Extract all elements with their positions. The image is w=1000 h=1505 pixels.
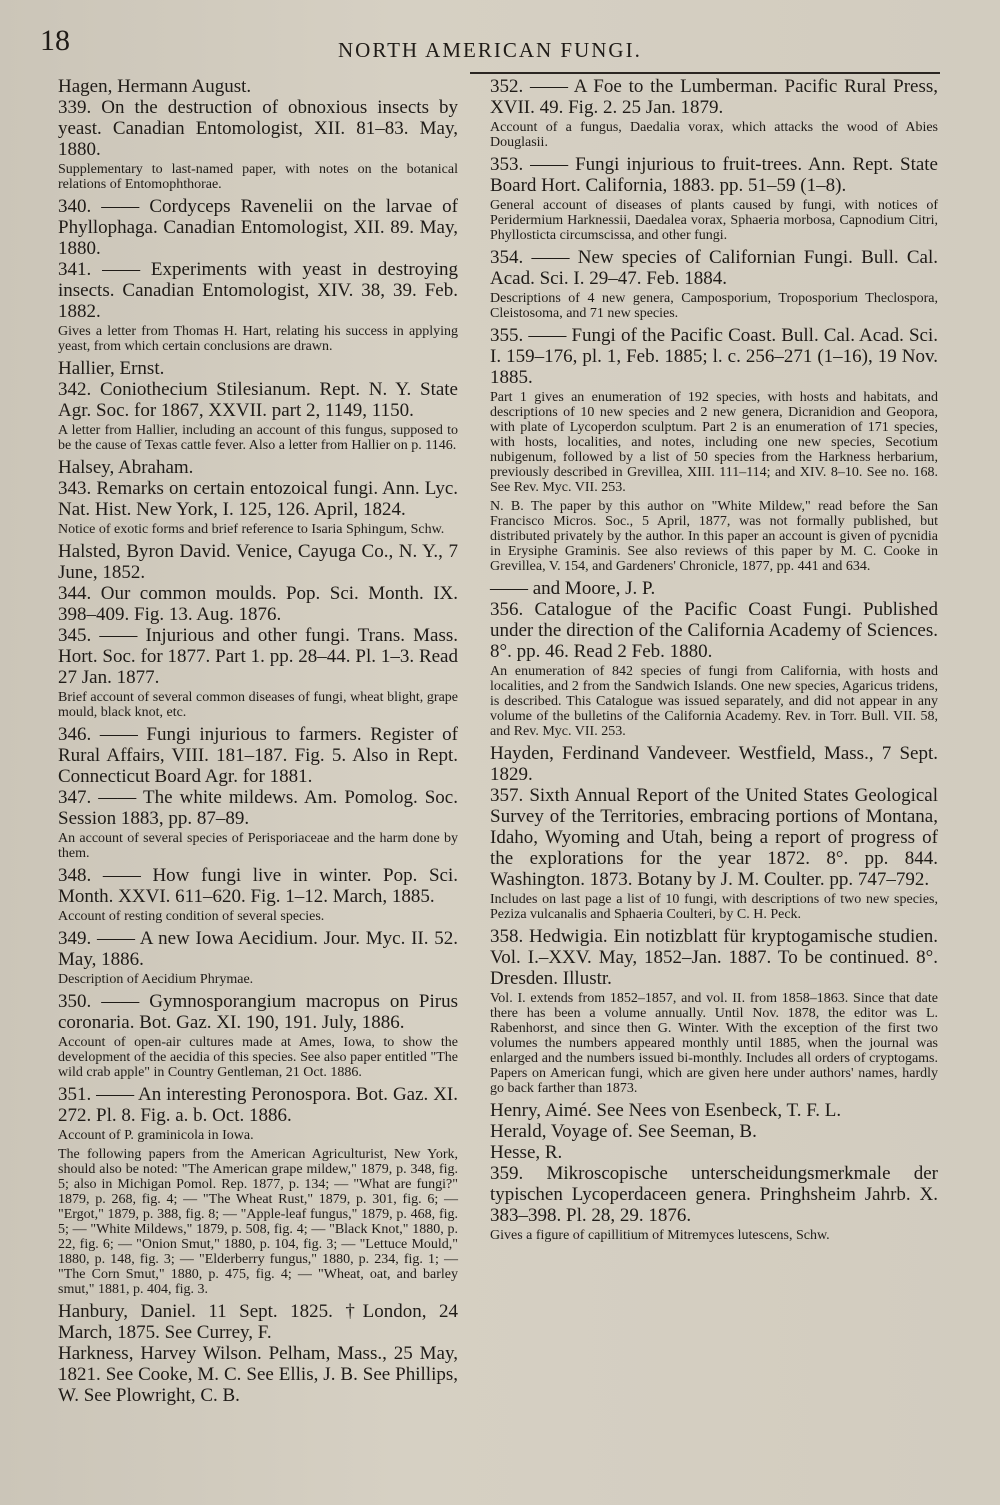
bibliography-entry: 359. Mikroscopische unterscheidungsmerkmale der typischen Lycoperdaceen genera. Pringhsheim Jahrb. X. 383–398. Pl. 28, 29. 1876.	[490, 1163, 938, 1226]
bibliography-entry: 349. —— A new Iowa Aecidium. Jour. Myc. II. 52. May, 1886.	[58, 928, 458, 970]
entry-annotation: Part 1 gives an enumeration of 192 species, with hosts and habitats, and descriptions of 10 new species and 2 new genera, Dicranidion and Geopora, with plate of Lycoperdon sculptum. Part 2 is an enumeration of 171 species, with hosts, localities, and notes, including one new species, Secotium nubigenum, followed by a list of 50 species from the Harkness herbarium, previously described in Grevillea, XIII. 111–114; and XIV. 8–10. See no. 168. See Rev. Myc. VII. 253.	[490, 390, 938, 495]
bibliography-entry: Halsted, Byron David. Venice, Cayuga Co., N. Y., 7 June, 1852.	[58, 541, 458, 583]
bibliography-entry: Henry, Aimé. See Nees von Esenbeck, T. F. L.	[490, 1100, 842, 1121]
entry-annotation: Account of open-air cultures made at Ames, Iowa, to show the development of the aecidia of this species. See also paper entitled "The wild crab apple" in Country Gentleman, 21 Oct. 1886.	[58, 1035, 458, 1080]
bibliography-entry: 347. —— The white mildews. Am. Pomolog. Soc. Session 1883, pp. 87–89.	[58, 787, 458, 829]
bibliography-entry: Hallier, Ernst.	[58, 358, 165, 379]
bibliography-entry: 342. Coniothecium Stilesianum. Rept. N. Y. State Agr. Soc. for 1867, XXVII. part 2, 1149, 1150.	[58, 379, 458, 421]
entry-annotation: General account of diseases of plants caused by fungi, with notices of Peridermium Harknessii, Daedalea vorax, Sphaeria morbosa, Capnodium Citri, Phyllosticta circumscissa, and other fungi.	[490, 198, 938, 243]
entry-annotation: Vol. I. extends from 1852–1857, and vol. II. from 1858–1863. Since that date there has been a volume annually. Until Nov. 1878, the editor was L. Rabenhorst, and since then G. Winter. With the exception of the first two volumes the numbers appeared monthly until 1885, when the journal was enlarged and the numbers issued bi-monthly. Includes all orders of cryptogams. Papers on American fungi, which are given here under authors' names, hardly go back farther than 1873.	[490, 991, 938, 1096]
bibliography-entry: Hesse, R.	[490, 1142, 563, 1163]
entry-annotation: Supplementary to last-named paper, with notes on the botanical relations of Entomophthorae.	[58, 162, 458, 192]
bibliography-entry: 350. —— Gymnosporangium macropus on Pirus coronaria. Bot. Gaz. XI. 190, 191. July, 1886.	[58, 991, 458, 1033]
bibliography-entry: 346. —— Fungi injurious to farmers. Register of Rural Affairs, VIII. 181–187. Fig. 5. Also in Rept. Connecticut Board Agr. for 1881.	[58, 724, 458, 787]
bibliography-entry: —— and Moore, J. P.	[490, 578, 656, 599]
bibliography-entry: Hagen, Hermann August.	[58, 76, 252, 97]
left-column	[58, 76, 458, 1406]
bibliography-entry: 355. —— Fungi of the Pacific Coast. Bull. Cal. Acad. Sci. I. 159–176, pl. 1, Feb. 1885; l. c. 256–271 (1–16), 19 Nov. 1885.	[490, 325, 938, 388]
running-title: NORTH AMERICAN FUNGI.	[338, 38, 642, 62]
entry-annotation: Description of Aecidium Phrymae.	[58, 972, 254, 987]
bibliography-entry: 357. Sixth Annual Report of the United States Geological Survey of the Territories, embracing portions of Montana, Idaho, Wyoming and Utah, being a report of progress of the explorations for the year 1872. 8°. pp. 844. Washington. 1873. Botany by J. M. Coulter. pp. 747–792.	[490, 785, 938, 890]
bibliography-entry: Hayden, Ferdinand Vandeveer. Westfield, Mass., 7 Sept. 1829.	[490, 743, 938, 785]
entry-annotation: A letter from Hallier, including an account of this fungus, supposed to be the cause of Texas cattle fever. Also a letter from Hallier on p. 1146.	[58, 423, 458, 453]
bibliography-entry: Harkness, Harvey Wilson. Pelham, Mass., 25 May, 1821. See Cooke, M. C. See Ellis, J. B. See Phillips, W. See Plowright, C. B.	[58, 1343, 458, 1406]
entry-annotation: An account of several species of Perisporiaceae and the harm done by them.	[58, 831, 458, 861]
bibliography-entry: Halsey, Abraham.	[58, 457, 194, 478]
entry-annotation: Notice of exotic forms and brief reference to Isaria Sphingum, Schw.	[58, 522, 445, 537]
bibliography-entry: 339. On the destruction of obnoxious insects by yeast. Canadian Entomologist, XII. 81–83. May, 1880.	[58, 97, 458, 160]
entry-annotation: N. B. The paper by this author on "White Mildew," read before the San Francisco Micros. Soc., 5 April, 1877, was not formally published, but distributed privately by the author. In this paper an account is given of pycnidia in Erysiphe Graminis. See also reviews of this paper by M. C. Cooke in Grevillea, V. 154, and Gardeners' Chronicle, 1877, pp. 441 and 634.	[490, 499, 938, 574]
bibliography-entry: 356. Catalogue of the Pacific Coast Fungi. Published under the direction of the California Academy of Sciences. 8°. pp. 46. Read 2 Feb. 1880.	[490, 599, 938, 662]
bibliography-entry: 343. Remarks on certain entozoical fungi. Ann. Lyc. Nat. Hist. New York, I. 125, 126. April, 1824.	[58, 478, 458, 520]
page-number: 18	[40, 24, 70, 57]
bibliography-entry: 353. —— Fungi injurious to fruit-trees. Ann. Rept. State Board Hort. California, 1883. pp. 51–59 (1–8).	[490, 154, 938, 196]
bibliography-entry: 354. —— New species of Californian Fungi. Bull. Cal. Acad. Sci. I. 29–47. Feb. 1884.	[490, 247, 938, 289]
entry-annotation: Account of resting condition of several species.	[58, 909, 325, 924]
bibliography-entry: 340. —— Cordyceps Ravenelii on the larvae of Phyllophaga. Canadian Entomologist, XII. 89. May, 1880.	[58, 196, 458, 259]
entry-annotation: The following papers from the American Agriculturist, New York, should also be noted: "The American grape mildew," 1879, p. 348, fig. 5; also in Michigan Pomol. Rep. 1877, p. 134; — "What are fungi?" 1879, p. 268, fig. 4; — "The Wheat Rust," 1879, p. 301, fig. 6; — "Ergot," 1879, p. 388, fig. 8; — "Apple-leaf fungus," 1879, p. 468, fig. 5; — "White Mildews," 1879, p. 508, fig. 4; — "Black Knot," 1880, p. 22, fig. 6; — "Onion Smut," 1880, p. 104, fig. 3; — "Lettuce Mould," 1880, p. 148, fig. 3; — "Elderberry fungus," 1880, p. 234, fig. 1; — "The Corn Smut," 1880, p. 475, fig. 4; — "Wheat, oat, and barley smut," 1881, p. 404, fig. 3.	[58, 1147, 458, 1297]
bibliography-entry: 352. —— A Foe to the Lumberman. Pacific Rural Press, XVII. 49. Fig. 2. 25 Jan. 1879.	[490, 76, 938, 118]
entry-annotation: Brief account of several common diseases of fungi, wheat blight, grape mould, black knot, etc.	[58, 690, 458, 720]
page-header	[38, 18, 938, 62]
entry-annotation: Account of a fungus, Daedalia vorax, which attacks the wood of Abies Douglasii.	[490, 120, 938, 150]
bibliography-entry: Hanbury, Daniel. 11 Sept. 1825. †London, 24 March, 1875. See Currey, F.	[58, 1301, 458, 1343]
bibliography-entry: Herald, Voyage of. See Seeman, B.	[490, 1121, 757, 1142]
bibliography-entry: 341. —— Experiments with yeast in destroying insects. Canadian Entomologist, XIV. 38, 39. Feb. 1882.	[58, 259, 458, 322]
header-rule	[470, 72, 940, 74]
entry-annotation: An enumeration of 842 species of fungi from California, with hosts and localities, and 2 from the Sandwich Islands. One new species, Agaricus tridens, is described. This Catalogue was issued separately, and did not appear in any volume of the bulletins of the California Academy. Rev. in Torr. Bull. VII. 58, and Rev. Myc. VII. 253.	[490, 664, 938, 739]
entry-annotation: Descriptions of 4 new genera, Camposporium, Troposporium Theclospora, Cleistosoma, and 71 new species.	[490, 291, 938, 321]
entry-annotation: Gives a figure of capillitium of Mitremyces lutescens, Schw.	[490, 1228, 830, 1243]
bibliography-entry: 351. —— An interesting Peronospora. Bot. Gaz. XI. 272. Pl. 8. Fig. a. b. Oct. 1886.	[58, 1084, 458, 1126]
entry-annotation: Account of P. graminicola in Iowa.	[58, 1128, 254, 1143]
right-column	[490, 76, 938, 1247]
entry-annotation: Gives a letter from Thomas H. Hart, relating his success in applying yeast, from which certain conclusions are drawn.	[58, 324, 458, 354]
entry-annotation: Includes on last page a list of 10 fungi, with descriptions of two new species, Peziza vulcanalis and Sphaeria Coulteri, by C. H. Peck.	[490, 892, 938, 922]
bibliography-entry: 344. Our common moulds. Pop. Sci. Month. IX. 398–409. Fig. 13. Aug. 1876.	[58, 583, 458, 625]
bibliography-entry: 348. —— How fungi live in winter. Pop. Sci. Month. XXVI. 611–620. Fig. 1–12. March, 1885.	[58, 865, 458, 907]
bibliography-entry: 345. —— Injurious and other fungi. Trans. Mass. Hort. Soc. for 1877. Part 1. pp. 28–44. Pl. 1–3. Read 27 Jan. 1877.	[58, 625, 458, 688]
bibliography-entry: 358. Hedwigia. Ein notizblatt für kryptogamische studien. Vol. I.–XXV. May, 1852–Jan. 1887. To be continued. 8°. Dresden. Illustr.	[490, 926, 938, 989]
